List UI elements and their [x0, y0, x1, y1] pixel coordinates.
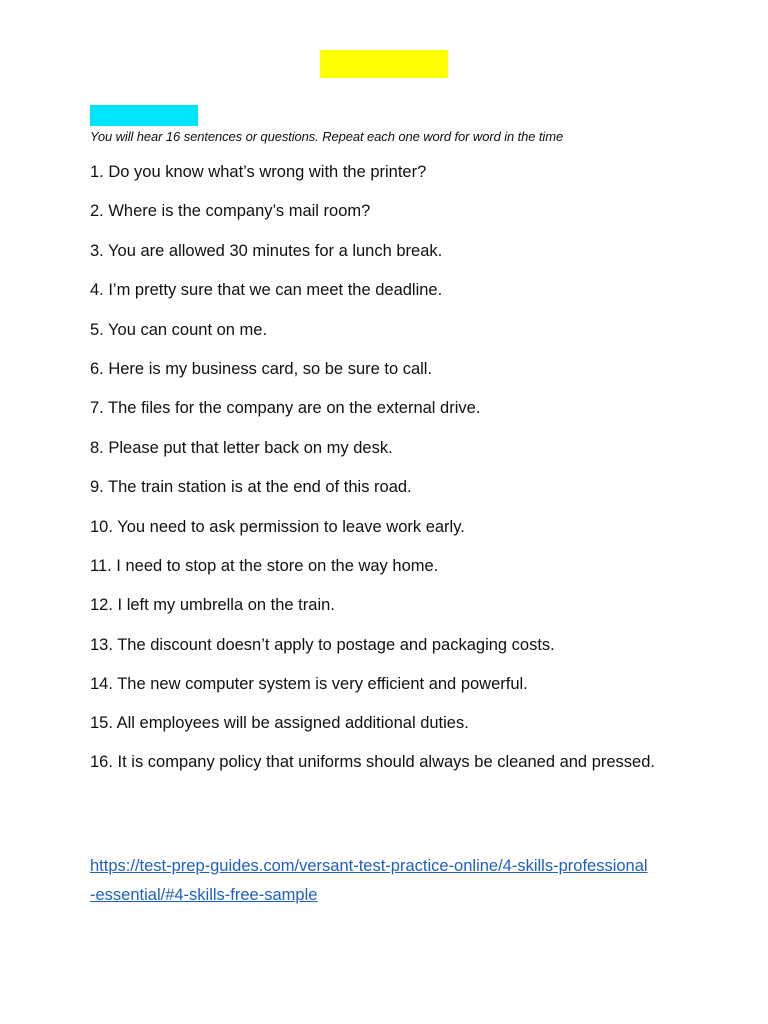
section-highlight-bar	[90, 105, 198, 126]
instructions-text: You will hear 16 sentences or questions. Repeat each one word for word in the time	[90, 129, 564, 144]
sentence-item: 8. Please put that letter back on my desk.	[90, 438, 393, 457]
sentence-item: 5. You can count on me.	[90, 320, 268, 339]
sentence-item: 9. The train station is at the end of this road.	[90, 478, 412, 497]
sentence-item: 1. Do you know what’s wrong with the printer?	[90, 163, 427, 181]
sentence-item: 14. The new computer system is very efficient and powerful.	[90, 675, 528, 694]
sentence-item: 6. Here is my business card, so be sure to call.	[90, 359, 433, 378]
sentence-item: 3. You are allowed 30 minutes for a lunch break.	[90, 241, 443, 260]
source-link[interactable]: https://test-prep-guides.com/versant-test-practice-online/4-skills-professional-essential/#4-skills-free-sample	[90, 857, 648, 904]
sentence-item: 16. It is company policy that uniforms should always be cleaned and pressed.	[90, 752, 655, 771]
sentence-item: 10. You need to ask permission to leave work early.	[90, 517, 465, 536]
sentence-item: 7. The files for the company are on the external drive.	[90, 399, 481, 418]
sentence-item: 15. All employees will be assigned additional duties.	[90, 714, 469, 733]
sentence-list	[90, 160, 660, 792]
title-highlight-bar	[320, 50, 448, 78]
sentence-item: 11. I need to stop at the store on the way home.	[90, 556, 439, 575]
sentence-item: 12. I left my umbrella on the train.	[90, 596, 335, 615]
sentence-item: 4. I’m pretty sure that we can meet the deadline.	[90, 281, 443, 300]
sentence-item: 13. The discount doesn’t apply to postage and packaging costs.	[90, 635, 555, 654]
sentence-item: 2. Where is the company’s mail room?	[90, 202, 371, 221]
